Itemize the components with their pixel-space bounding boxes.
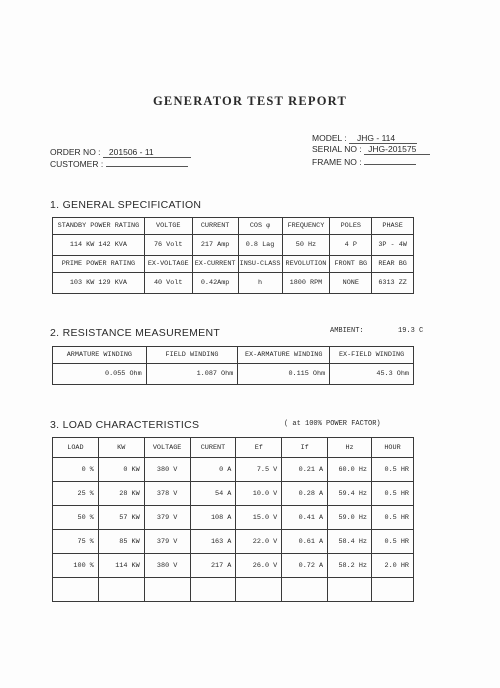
header-cell: VOLTAGE <box>144 438 190 458</box>
table-row <box>53 482 414 506</box>
customer-field <box>50 157 188 169</box>
value-cell: 40 Volt <box>144 273 192 294</box>
if-cell: 0.61 A <box>282 530 328 554</box>
value-cell: 3P - 4W <box>372 235 414 256</box>
customer-label: CUSTOMER : <box>50 159 104 169</box>
kw-cell: 114 KW <box>98 554 144 578</box>
model-label: MODEL : <box>312 133 347 143</box>
general-header-row-2 <box>53 256 414 273</box>
load-cell: 100 % <box>53 554 99 578</box>
value-cell: 0.42Amp <box>192 273 238 294</box>
hz-cell: 58.2 Hz <box>328 554 372 578</box>
ambient-field <box>330 327 423 335</box>
serial-no-field <box>312 144 430 155</box>
header-cell: Hz <box>328 438 372 458</box>
value-cell: 45.3 Ohm <box>330 364 414 385</box>
header-cell: CURRENT <box>192 218 238 235</box>
frame-no-label: FRAME NO : <box>312 157 362 167</box>
voltage-cell: 379 V <box>144 530 190 554</box>
ef-cell: 26.0 V <box>236 554 282 578</box>
header-cell: FIELD WINDING <box>146 347 238 364</box>
header-cell: If <box>282 438 328 458</box>
header-cell: PHASE <box>372 218 414 235</box>
value-cell: 1.087 Ohm <box>146 364 238 385</box>
value-cell: 217 Amp <box>192 235 238 256</box>
header-cell: EX-FIELD WINDING <box>330 347 414 364</box>
current-cell: 217 A <box>190 554 236 578</box>
table-row <box>53 554 414 578</box>
value-cell: 0.055 Ohm <box>53 364 147 385</box>
value-cell: 0.8 Lag <box>238 235 282 256</box>
hz-cell: 60.0 Hz <box>328 458 372 482</box>
load-heading: 3. LOAD CHARACTERISTICS <box>50 419 200 431</box>
header-cell: KW <box>98 438 144 458</box>
voltage-cell: 380 V <box>144 458 190 482</box>
serial-no-label: SERIAL NO : <box>312 144 362 154</box>
value-cell: 1800 RPM <box>282 273 330 294</box>
report-title: GENERATOR TEST REPORT <box>152 94 348 108</box>
resistance-table <box>52 346 414 385</box>
if-cell: 0.41 A <box>282 506 328 530</box>
table-row-empty <box>53 578 414 602</box>
general-spec-table <box>52 217 414 294</box>
frame-no-field <box>312 155 416 167</box>
table-row <box>53 458 414 482</box>
kw-cell: 28 KW <box>98 482 144 506</box>
model-field <box>312 133 417 144</box>
order-no-value: 201506 - 11 <box>103 147 191 158</box>
header-cell: FRONT BG <box>330 256 372 273</box>
kw-cell: 0 KW <box>98 458 144 482</box>
ef-cell: 7.5 V <box>236 458 282 482</box>
customer-value <box>106 157 188 167</box>
load-header-row <box>53 438 414 458</box>
hz-cell: 59.0 Hz <box>328 506 372 530</box>
header-cell: HOUR <box>372 438 414 458</box>
model-value: JHG - 114 <box>349 133 417 144</box>
value-cell: 0.115 Ohm <box>238 364 330 385</box>
header-cell: VOLTGE <box>144 218 192 235</box>
ef-cell: 22.0 V <box>236 530 282 554</box>
header-cell: REAR BG <box>372 256 414 273</box>
voltage-cell: 379 V <box>144 506 190 530</box>
general-header-row-1 <box>53 218 414 235</box>
header-cell: ARMATURE WINDING <box>53 347 147 364</box>
load-cell: 50 % <box>53 506 99 530</box>
value-cell: NONE <box>330 273 372 294</box>
header-cell: EX-CURRENT <box>192 256 238 273</box>
if-cell: 0.28 A <box>282 482 328 506</box>
serial-no-value: JHG-201575 <box>364 144 430 155</box>
voltage-cell: 378 V <box>144 482 190 506</box>
ef-cell: 15.0 V <box>236 506 282 530</box>
hour-cell: 0.5 HR <box>372 482 414 506</box>
hz-cell: 59.4 Hz <box>328 482 372 506</box>
if-cell: 0.72 A <box>282 554 328 578</box>
resistance-value-row <box>53 364 414 385</box>
load-cell: 75 % <box>53 530 99 554</box>
current-cell: 163 A <box>190 530 236 554</box>
value-cell: 6313 ZZ <box>372 273 414 294</box>
value-cell: 103 KW 129 KVA <box>53 273 145 294</box>
load-cell: 0 % <box>53 458 99 482</box>
if-cell: 0.21 A <box>282 458 328 482</box>
header-cell: LOAD <box>53 438 99 458</box>
header-cell: PRIME POWER RATING <box>53 256 145 273</box>
header-cell: Ef <box>236 438 282 458</box>
value-cell: 114 KW 142 KVA <box>53 235 145 256</box>
ambient-label: AMBIENT: <box>330 327 364 335</box>
header-cell: FREQUENCY <box>282 218 330 235</box>
header-cell: CURENT <box>190 438 236 458</box>
value-cell: 76 Volt <box>144 235 192 256</box>
frame-no-value <box>364 155 416 165</box>
table-row <box>53 506 414 530</box>
current-cell: 108 A <box>190 506 236 530</box>
resistance-heading: 2. RESISTANCE MEASUREMENT <box>50 327 221 339</box>
order-no-label: ORDER NO : <box>50 147 101 157</box>
header-cell: POLES <box>330 218 372 235</box>
resistance-header-row <box>53 347 414 364</box>
current-cell: 54 A <box>190 482 236 506</box>
header-cell: EX-VOLTAGE <box>144 256 192 273</box>
hour-cell: 0.5 HR <box>372 530 414 554</box>
general-value-row-1 <box>53 235 414 256</box>
hour-cell: 2.0 HR <box>372 554 414 578</box>
header-cell: EX-ARMATURE WINDING <box>238 347 330 364</box>
table-row <box>53 530 414 554</box>
hour-cell: 0.5 HR <box>372 458 414 482</box>
header-cell: REVOLUTION <box>282 256 330 273</box>
kw-cell: 85 KW <box>98 530 144 554</box>
header-cell: COS φ <box>238 218 282 235</box>
ambient-value: 19.3 C <box>398 327 424 335</box>
load-cell: 25 % <box>53 482 99 506</box>
header-cell: INSU-CLASS <box>238 256 282 273</box>
general-spec-heading: 1. GENERAL SPECIFICATION <box>50 199 202 211</box>
load-table <box>52 437 414 602</box>
hour-cell: 0.5 HR <box>372 506 414 530</box>
ef-cell: 10.0 V <box>236 482 282 506</box>
value-cell: h <box>238 273 282 294</box>
value-cell: 4 P <box>330 235 372 256</box>
header-cell: STANDBY POWER RATING <box>53 218 145 235</box>
hz-cell: 58.4 Hz <box>328 530 372 554</box>
general-value-row-2 <box>53 273 414 294</box>
current-cell: 0 A <box>190 458 236 482</box>
kw-cell: 57 KW <box>98 506 144 530</box>
power-factor-note: ( at 100% POWER FACTOR) <box>284 420 381 428</box>
value-cell: 50 Hz <box>282 235 330 256</box>
voltage-cell: 380 V <box>144 554 190 578</box>
